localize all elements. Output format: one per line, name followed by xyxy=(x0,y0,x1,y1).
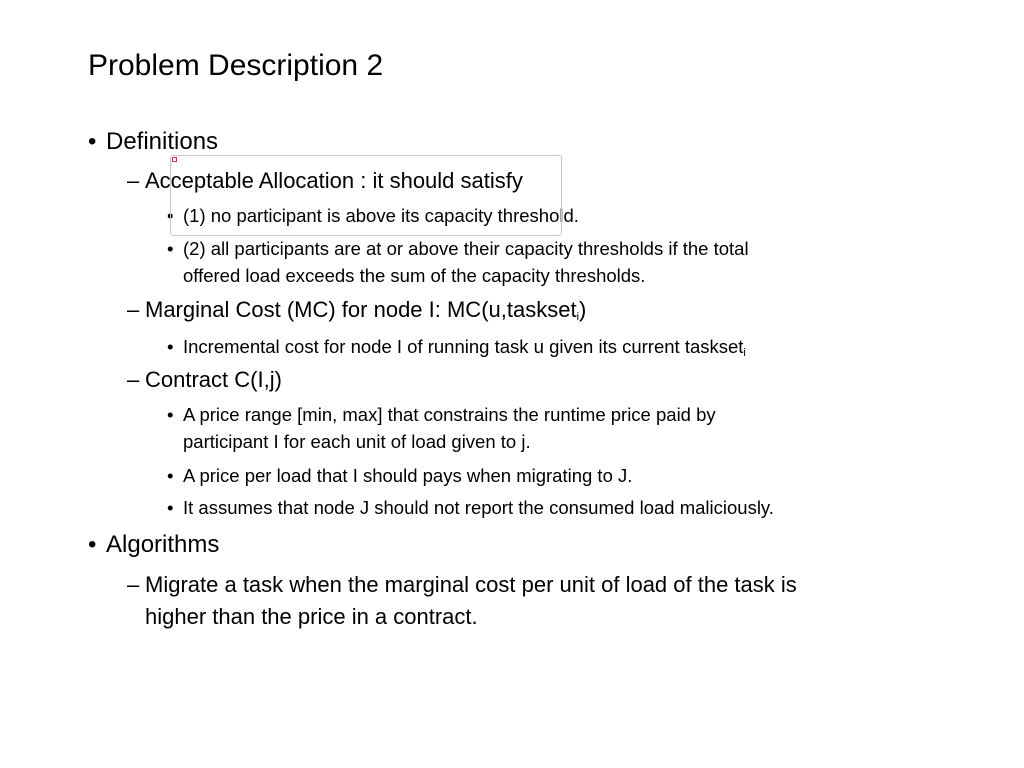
bullet-marker: • xyxy=(167,497,174,518)
bullet-marker: • xyxy=(167,465,174,486)
bullet-text xyxy=(167,333,746,360)
bullet-algorithms xyxy=(88,530,219,560)
bullet-text: Definitions xyxy=(106,128,219,155)
bullet-text-line1: (2) all participants are at or above their capacity thresholds if the total xyxy=(183,238,749,259)
bullet-text xyxy=(127,296,586,324)
dash-marker: – xyxy=(127,367,140,392)
bullet-text: Acceptable Allocation : it should satisfy xyxy=(145,168,523,193)
bullet-text-line2: offered load exceeds the sum of the capacity thresholds. xyxy=(183,265,646,286)
bullet-acceptable-allocation xyxy=(127,167,523,195)
bullet-incremental-cost xyxy=(167,333,746,360)
bullet-text: Contract C(I,j) xyxy=(145,367,282,392)
bullet-condition-2 xyxy=(167,235,749,289)
bullet-text-line1: A price range [min, max] that constrains the runtime price paid by xyxy=(183,404,716,425)
bullet-text-line2: participant I for each unit of load given to j. xyxy=(183,431,531,452)
incremental-text: Incremental cost for node I of running task u given its current taskset xyxy=(183,336,744,357)
bullet-price-per-load xyxy=(167,462,632,489)
incremental-subscript: i xyxy=(743,347,746,359)
bullet-text: (1) no participant is above its capacity threshold. xyxy=(183,205,579,226)
bullet-marker: • xyxy=(167,336,174,357)
bullet-text: A price per load that I should pays when migrating to J. xyxy=(183,465,633,486)
dash-marker: – xyxy=(127,572,140,597)
bullet-text: Algorithms xyxy=(106,531,220,558)
mc-subscript: i xyxy=(576,311,580,323)
bullet-condition-1 xyxy=(167,202,579,229)
bullet-marker: • xyxy=(167,404,174,425)
bullet-migrate xyxy=(127,569,797,633)
bullet-text-line2: higher than the price in a contract. xyxy=(145,604,478,629)
bullet-contract xyxy=(127,366,282,394)
broken-image-icon xyxy=(172,157,177,162)
bullet-text-line1: Migrate a task when the marginal cost per unit of load of the task is xyxy=(145,572,797,597)
slide-title: Problem Description 2 xyxy=(88,49,384,82)
bullet-marker: • xyxy=(88,128,97,155)
bullet-text: It assumes that node J should not report the consumed load maliciously. xyxy=(183,497,774,518)
bullet-price-range xyxy=(167,401,716,455)
mc-text: Marginal Cost (MC) for node I: MC(u,taskset xyxy=(145,297,577,322)
bullet-marker: • xyxy=(88,531,97,558)
bullet-marker: • xyxy=(167,205,174,226)
dash-marker: – xyxy=(127,168,140,193)
bullet-assumes xyxy=(167,494,774,521)
mc-close: ) xyxy=(579,297,587,322)
bullet-definitions xyxy=(88,127,218,157)
bullet-marginal-cost xyxy=(127,296,586,324)
dash-marker: – xyxy=(127,297,140,322)
bullet-marker: • xyxy=(167,238,174,259)
